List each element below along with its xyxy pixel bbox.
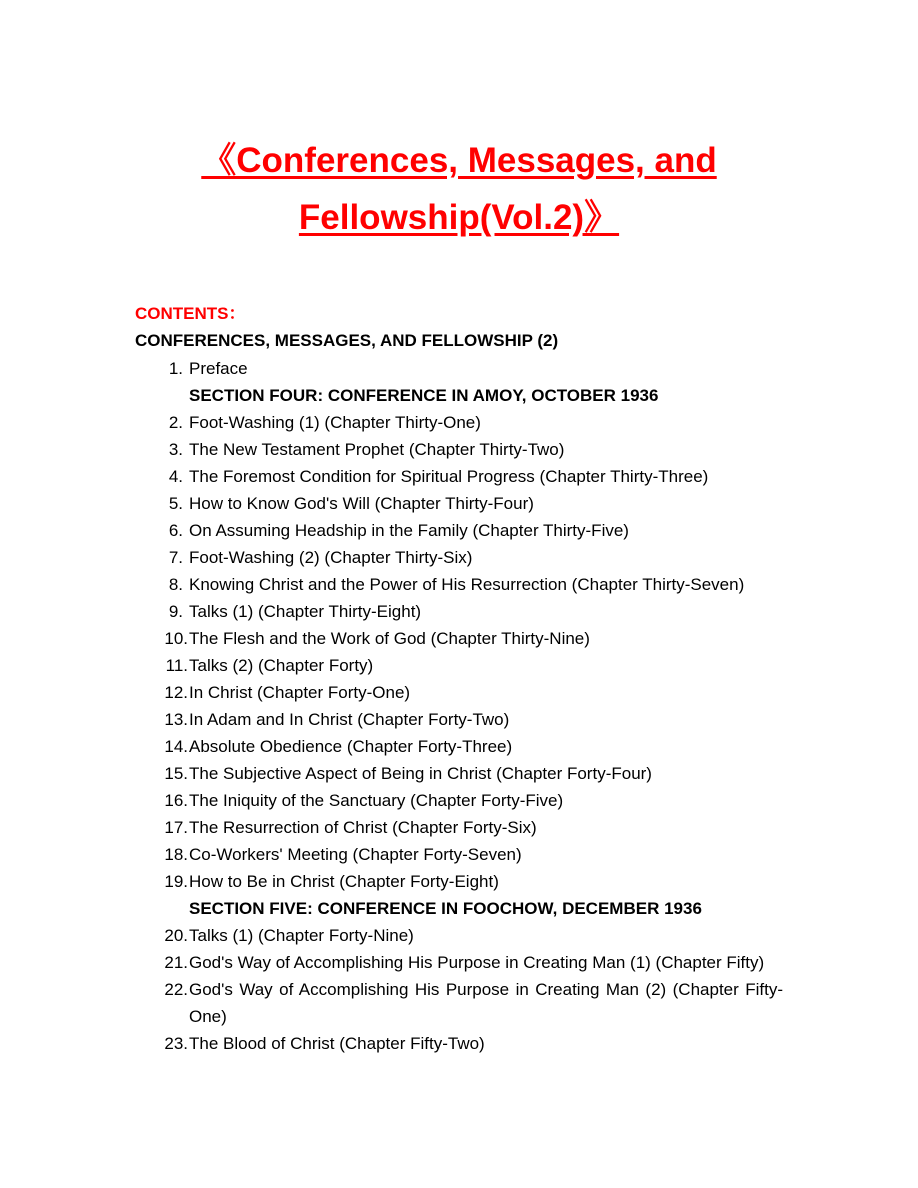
toc-item-link[interactable]: The Subjective Aspect of Being in Christ (Chapter Forty-Four) [189, 764, 652, 783]
toc-item[interactable] [135, 463, 783, 490]
toc-item-link[interactable]: Knowing Christ and the Power of His Resurrection (Chapter Thirty-Seven) [189, 575, 745, 594]
page-title[interactable] [0, 132, 918, 246]
toc-section-heading [135, 382, 783, 409]
toc-item[interactable] [135, 436, 783, 463]
toc-item-link[interactable]: How to Know God's Will (Chapter Thirty-Four) [189, 494, 534, 513]
toc-item[interactable] [135, 976, 783, 1030]
toc-item-link[interactable]: Talks (1) (Chapter Thirty-Eight) [189, 602, 422, 621]
toc-item-link[interactable]: The Foremost Condition for Spiritual Progress (Chapter Thirty-Three) [189, 467, 709, 486]
toc-item[interactable] [135, 787, 783, 814]
toc-item[interactable] [135, 544, 783, 571]
toc-item-number: 20. [164, 926, 188, 945]
toc-item-number: 4. [168, 467, 183, 486]
toc-item-link[interactable]: In Adam and In Christ (Chapter Forty-Two) [189, 710, 510, 729]
toc-item-link[interactable]: Preface [189, 359, 248, 378]
toc-item-number: 12. [164, 683, 188, 702]
toc-item-number: 22. [164, 980, 188, 999]
toc-section-heading [135, 895, 783, 922]
toc-item-link[interactable]: Foot-Washing (1) (Chapter Thirty-One) [189, 413, 481, 432]
toc-item[interactable] [135, 733, 783, 760]
toc-item-number: 19. [164, 872, 188, 891]
section-heading-text: SECTION FIVE: CONFERENCE IN FOOCHOW, DECEMBER 1936 [189, 899, 702, 918]
toc-item-number: 14. [164, 737, 188, 756]
toc-item[interactable] [135, 922, 783, 949]
toc-item-link[interactable]: Absolute Obedience (Chapter Forty-Three) [189, 737, 513, 756]
page-title-line-1[interactable]: 《Conferences, Messages, and [201, 141, 717, 180]
toc-item-link[interactable]: Co-Workers' Meeting (Chapter Forty-Seven) [189, 845, 522, 864]
book-heading: CONFERENCES, MESSAGES, AND FELLOWSHIP (2) [135, 331, 559, 350]
toc-item-number: 11. [165, 656, 188, 675]
section-heading-text: SECTION FOUR: CONFERENCE IN AMOY, OCTOBER 1936 [189, 386, 659, 405]
toc-item[interactable] [135, 949, 783, 976]
toc-item-link[interactable]: Talks (2) (Chapter Forty) [189, 656, 374, 675]
toc-item-number: 9. [168, 602, 183, 621]
toc-item-number: 16. [164, 791, 188, 810]
toc-item-number: 15. [164, 764, 188, 783]
toc-item-link[interactable]: In Christ (Chapter Forty-One) [189, 683, 411, 702]
toc-item[interactable] [135, 571, 783, 598]
contents-label: CONTENTS： [135, 304, 246, 323]
toc-item[interactable] [135, 409, 783, 436]
toc-item-number: 21. [164, 953, 188, 972]
toc-item-link[interactable]: On Assuming Headship in the Family (Chapter Thirty-Five) [189, 521, 629, 540]
toc-item[interactable] [135, 490, 783, 517]
toc-item-link[interactable]: The Flesh and the Work of God (Chapter Thirty-Nine) [189, 629, 590, 648]
toc-item-number: 13. [164, 710, 188, 729]
toc-item-number: 23. [164, 1034, 188, 1053]
toc-item-link[interactable]: The New Testament Prophet (Chapter Thirty-Two) [189, 440, 565, 459]
toc-item[interactable] [135, 625, 783, 652]
toc-item-link[interactable]: The Blood of Christ (Chapter Fifty-Two) [189, 1034, 485, 1053]
table-of-contents [135, 355, 783, 1057]
toc-item[interactable] [135, 679, 783, 706]
toc-item[interactable] [135, 814, 783, 841]
toc-item[interactable] [135, 517, 783, 544]
toc-item[interactable] [135, 652, 783, 679]
page-title-line-2[interactable]: Fellowship(Vol.2)》 [298, 198, 620, 237]
toc-item[interactable] [135, 355, 783, 382]
toc-item-link[interactable]: How to Be in Christ (Chapter Forty-Eight) [189, 872, 499, 891]
toc-item-number: 8. [168, 575, 183, 594]
toc-item[interactable] [135, 841, 783, 868]
toc-item-link[interactable]: The Resurrection of Christ (Chapter Forty-Six) [189, 818, 537, 837]
toc-item-number: 2. [168, 413, 183, 432]
toc-item-number: 10. [164, 629, 188, 648]
toc-item[interactable] [135, 868, 783, 895]
toc-item-number: 18. [164, 845, 188, 864]
toc-item-number: 5. [168, 494, 183, 513]
toc-item[interactable] [135, 760, 783, 787]
toc-item-link[interactable]: God's Way of Accomplishing His Purpose in Creating Man (1) (Chapter Fifty) [189, 953, 765, 972]
toc-item[interactable] [135, 598, 783, 625]
toc-item-link[interactable]: The Iniquity of the Sanctuary (Chapter Forty-Five) [189, 791, 564, 810]
toc-item-link[interactable]: Foot-Washing (2) (Chapter Thirty-Six) [189, 548, 473, 567]
toc-item[interactable] [135, 1030, 783, 1057]
toc-item[interactable] [135, 706, 783, 733]
toc-item-number: 3. [168, 440, 183, 459]
toc-item-link[interactable]: God's Way of Accomplishing His Purpose in Creating Man (2) (Chapter Fifty-One) [189, 980, 783, 1026]
toc-item-number: 6. [168, 521, 183, 540]
toc-item-number: 17. [164, 818, 188, 837]
toc-item-number: 1. [168, 359, 183, 378]
toc-item-number: 7. [168, 548, 183, 567]
toc-item-link[interactable]: Talks (1) (Chapter Forty-Nine) [189, 926, 414, 945]
